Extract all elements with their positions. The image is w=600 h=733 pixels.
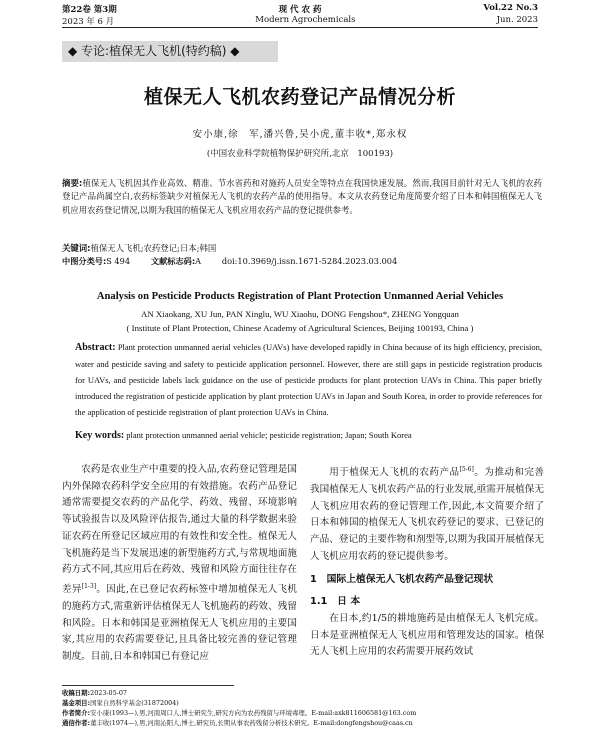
footnote-label: 收稿日期:	[62, 689, 91, 697]
footnote-label: 作者简介:	[62, 709, 91, 717]
paper-title-cn: 植保无人飞机农药登记产品情况分析	[143, 86, 456, 108]
running-header-top	[62, 3, 538, 15]
header-rule	[62, 27, 538, 28]
body-column-left	[62, 462, 297, 666]
abstract-cn-label: 摘要:	[62, 178, 83, 188]
classification-line	[62, 256, 542, 267]
footnote-fund	[62, 698, 542, 708]
keywords-cn-label: 关键词:	[62, 243, 91, 253]
footnote-text: 国家自然科学基金(31872004)	[90, 699, 179, 707]
journal-name-en: Modern Agrochemicals	[255, 15, 356, 25]
footnote-text: 安小康(1993—),男,河南周口人,博士研究生,研究方向为农药残留与环境毒理。E-mail:axk811606581@163.com	[90, 709, 417, 717]
footnote-received	[62, 688, 542, 698]
doi-value[interactable]: 10.3969/j.issn.1671-5284.2023.03.004	[237, 256, 398, 266]
citation: [5-6]	[459, 466, 474, 473]
body-column-right	[310, 462, 544, 661]
keywords-en	[75, 430, 542, 441]
affiliation-cn: (中国农业科学院植物保护研究所,北京 100193)	[206, 149, 394, 159]
running-header-bottom	[62, 15, 538, 27]
footnote-label: 通信作者:	[62, 719, 91, 727]
body-text: 。因此,在已登记农药标签中增加植保无人飞机的施药方式,需重新评估植保无人飞机施药的药效、残留和风险。日本和韩国是亚洲植保无人飞机应用的主要国家,其应用的农药需要登记,且具备比较完善的登记管理制度。目前,日本和韩国已有登记应	[62, 584, 297, 662]
section-heading-1-1: 1.1 日 本	[310, 596, 361, 608]
issue-cn: 第22卷 第3期	[62, 5, 117, 15]
body-text: 用于植保无人飞机的农药产品	[329, 467, 460, 479]
body-paragraph	[62, 462, 297, 666]
citation: [1-3]	[81, 582, 97, 590]
volume-en: Vol.22 No.3	[483, 3, 538, 13]
abstract-en-text: Plant protection unmanned aerial vehicles (UAVs) have developed rapidly in China because of its high efficiency, precision, water and pesticide saving and safety to pesticide application personnel. However, there are still gaps in pesticide registration products for UAVs, and pesticide labels lack guidance on the use of pesticide products for plant protection UAVs in China. This paper briefly introduced the registration of pesticide application by plant protection UAVs in Japan and South Korea, in order to provide references for the application of pesticide registration of plant protection UAVs in China.	[75, 342, 543, 417]
abstract-cn	[62, 177, 542, 217]
doc-code-label: 文献标志码:	[150, 256, 196, 266]
body-paragraph	[310, 462, 544, 565]
date-en: Jun. 2023	[496, 15, 538, 25]
authors-en: AN Xiaokang, XU Jun, PAN Xinglu, WU Xiaohu, DONG Fengshou*, ZHENG Yongquan	[141, 309, 459, 319]
section-heading-1: 1 国际上植保无人飞机农药产品登记现状	[310, 574, 494, 586]
footnote-rule	[62, 685, 234, 686]
affiliation-en: ( Institute of Plant Protection, Chinese Academy of Agricultural Sciences, Beijing 100193, China )	[126, 323, 474, 333]
date-cn: 2023 年 6 月	[62, 17, 115, 27]
authors-cn: 安小康,徐 军,潘兴鲁,吴小虎,董丰收*,郑永权	[192, 129, 408, 140]
column-tag: ◆ 专论:植保无人飞机(特约稿) ◆	[62, 41, 278, 62]
keywords-en-text: plant protection unmanned aerial vehicle; pesticide registration; Japan; South Korea	[126, 430, 412, 440]
paper-title-en: Analysis on Pesticide Products Registration of Plant Protection Unmanned Aerial Vehicles	[96, 291, 504, 302]
journal-name-cn: 现 代 农 药	[278, 5, 322, 15]
doc-code-value: A	[195, 256, 202, 266]
abstract-en	[75, 339, 542, 420]
keywords-cn-text: 植保无人飞机;农药登记;日本;韩国	[90, 243, 217, 253]
abstract-cn-text: 植保无人飞机因其作业高效、精准、节水省药和对施药人员安全等特点在我国快速发展。然而,我国目前针对无人飞机的农药登记产品尚属空白,农药标签缺少对植保无人飞机的农药产品的使用指导。本文从农药登记角度简要介绍了日本和韩国植保无人飞机应用农药登记情况,以期为我国的植保无人飞机应用农药产品的登记提供参考。	[62, 178, 542, 215]
clc-label: 中图分类号:	[62, 256, 107, 266]
footnote-corresponding	[62, 718, 542, 728]
footnote-text: 2023-05-07	[90, 689, 127, 697]
body-text: 农药是农业生产中重要的投入品,农药登记管理是国内外保障农药科学安全应用的有效措施。农药产品登记通常需要提交农药的产品化学、药效、残留、环境影响等试验报告以及风险评估报告,通过大量的科学数据来验证农药在所登记区域应用的有效性和安全性。植保无人飞机施药是当下发展迅速的新型施药方式,与常规地面施药方式不同,其应用后在药效、残留和风险方面往往存在差异	[62, 464, 297, 596]
keywords-en-label: Key words:	[75, 430, 125, 441]
footnote-label: 基金项目:	[62, 699, 91, 707]
body-paragraph: 在日本,约1/5的耕地施药是由植保无人飞机完成。日本是亚洲植保无人飞机应用和管理发达的国家。植保无人飞机上应用的农药需要开展药效试	[310, 612, 544, 658]
footnote-text: 董丰收(1974—),男,河南沁阳人,博士,研究员,长期从事农药残留分析技术研究。E-mail:dongfengshou@caas.cn	[90, 719, 413, 727]
body-text: 。为推动和完善我国植保无人飞机农药产品的行业发展,亟需开展植保无人飞机应用农药的登记管理工作,因此,本文简要介绍了日本和韩国的植保无人飞机农药登记的要求、已登记的产品、登记的主要作物和剂型等,以期为我国开展植保无人飞机应用农药的登记提供参考。	[310, 467, 545, 562]
clc-value: S 494	[106, 256, 131, 266]
keywords-cn	[62, 242, 542, 254]
abstract-en-label: Abstract:	[75, 342, 116, 353]
footnote-author	[62, 708, 542, 718]
doi-label: doi:	[221, 256, 238, 266]
